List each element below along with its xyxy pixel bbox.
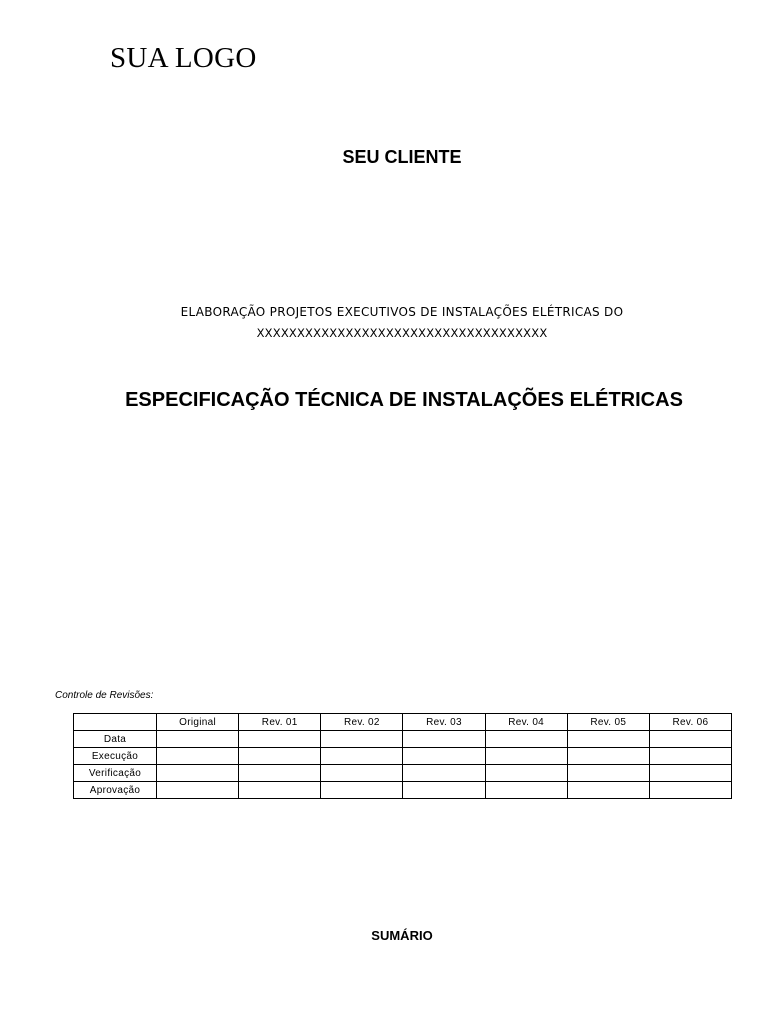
table-header-row	[74, 714, 732, 731]
table-cell	[567, 782, 649, 799]
table-cell	[485, 765, 567, 782]
table-row	[74, 731, 732, 748]
project-placeholder: XXXXXXXXXXXXXXXXXXXXXXXXXXXXXXXXXXXX	[256, 326, 548, 340]
table-cell	[239, 782, 321, 799]
row-label-aprovacao: Aprovação	[74, 782, 157, 799]
client-name: SEU CLIENTE	[342, 147, 462, 167]
row-label-execucao: Execução	[74, 748, 157, 765]
table-cell	[485, 782, 567, 799]
table-cell	[403, 748, 485, 765]
table-cell	[403, 731, 485, 748]
table-cell	[485, 731, 567, 748]
table-cell	[403, 765, 485, 782]
header-cell-rev-03: Rev. 03	[403, 714, 485, 731]
company-logo: SUA LOGO	[110, 42, 257, 74]
header-cell-rev-06: Rev. 06	[649, 714, 731, 731]
table-cell	[239, 765, 321, 782]
table-cell	[321, 748, 403, 765]
revision-control-caption: Controle de Revisões:	[55, 690, 154, 701]
header-cell-empty	[74, 714, 157, 731]
summary-heading: SUMÁRIO	[371, 928, 433, 943]
header-cell-rev-01: Rev. 01	[239, 714, 321, 731]
table-cell	[485, 748, 567, 765]
table-cell	[649, 782, 731, 799]
revision-control-table	[73, 713, 732, 799]
table-cell	[567, 731, 649, 748]
table-cell	[239, 748, 321, 765]
table-row	[74, 782, 732, 799]
header-cell-rev-02: Rev. 02	[321, 714, 403, 731]
header-cell-original: Original	[157, 714, 239, 731]
table-cell	[157, 765, 239, 782]
table-cell	[157, 782, 239, 799]
table-cell	[157, 748, 239, 765]
row-label-data: Data	[74, 731, 157, 748]
row-label-verificacao: Verificação	[74, 765, 157, 782]
table-cell	[321, 731, 403, 748]
project-description: ELABORAÇÃO PROJETOS EXECUTIVOS DE INSTALAÇÕES ELÉTRICAS DO	[180, 305, 624, 319]
table-cell	[403, 782, 485, 799]
table-cell	[567, 748, 649, 765]
table-cell	[649, 748, 731, 765]
table-row	[74, 765, 732, 782]
table-cell	[567, 765, 649, 782]
header-cell-rev-05: Rev. 05	[567, 714, 649, 731]
table-cell	[239, 731, 321, 748]
table-cell	[649, 765, 731, 782]
table-cell	[649, 731, 731, 748]
table-cell	[321, 782, 403, 799]
table-cell	[321, 765, 403, 782]
header-cell-rev-04: Rev. 04	[485, 714, 567, 731]
document-title: ESPECIFICAÇÃO TÉCNICA DE INSTALAÇÕES ELÉTRICAS	[125, 389, 683, 411]
table-cell	[157, 731, 239, 748]
table-row	[74, 748, 732, 765]
